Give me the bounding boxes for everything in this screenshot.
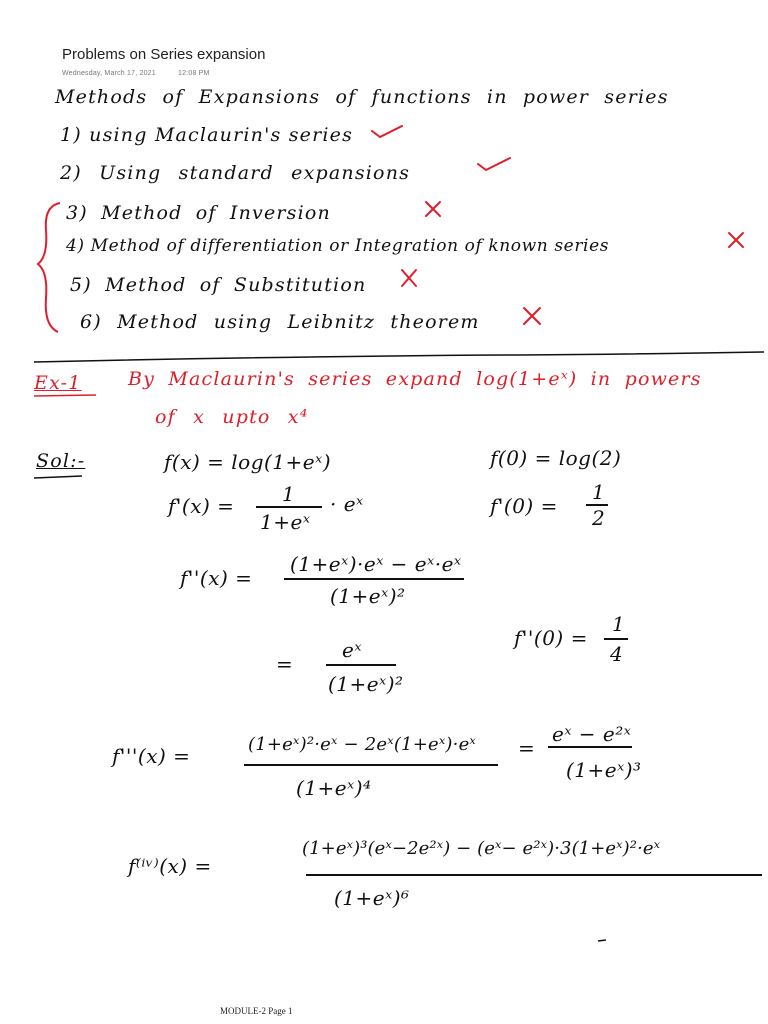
cross-icon	[729, 233, 743, 247]
brace-icon	[38, 203, 60, 332]
eq-f2-den: (1+eˣ)²	[330, 584, 406, 608]
eq-f3-lhs: f'''(x) =	[112, 744, 191, 768]
eq-f2-num: (1+eˣ)·eˣ − eˣ·eˣ	[290, 552, 462, 576]
checkmark-icon	[478, 158, 510, 170]
underline-mark	[34, 395, 96, 396]
cross-icon	[426, 202, 440, 216]
eq-f2-num2: eˣ	[342, 638, 362, 662]
eq-f2-den2: (1+eˣ)²	[328, 672, 404, 696]
eq-f1-0-num: 1	[592, 480, 606, 504]
eq-f4-lhs: f⁽ⁱᵛ⁾(x) =	[128, 854, 212, 878]
stray-mark	[598, 940, 606, 941]
eq-f1-den: 1+eˣ	[260, 510, 311, 534]
eq-f3-den: (1+eˣ)⁴	[296, 776, 372, 800]
methods-heading: Methods of Expansions of functions in power series	[55, 86, 669, 108]
page-title: Problems on Series expansion	[62, 46, 266, 63]
eq-f2-lhs: f''(x) =	[180, 566, 253, 590]
eq-f0: f(0) = log(2)	[490, 446, 622, 470]
page-footer: MODULE-2 Page 1	[220, 1006, 293, 1016]
solution-label: Sol:-	[36, 450, 86, 472]
eq-f2-0: f''(0) =	[514, 626, 588, 650]
example-label: Ex-1	[34, 372, 82, 394]
cross-icon	[402, 270, 416, 286]
eq-f3-den2: (1+eˣ)³	[566, 758, 642, 782]
method-item-5: 5) Method of Substitution	[70, 274, 367, 296]
eq-f4-den: (1+eˣ)⁶	[334, 886, 410, 910]
eq-f4-num: (1+eˣ)³(eˣ−2e²ˣ) − (eˣ− e²ˣ)·3(1+eˣ)²·eˣ	[302, 838, 661, 859]
eq-f1-tail: · eˣ	[330, 492, 364, 516]
checkmark-icon	[372, 126, 402, 137]
eq-f1-num: 1	[282, 482, 296, 506]
eq-f3-num: (1+eˣ)²·eˣ − 2eˣ(1+eˣ)·eˣ	[248, 734, 477, 755]
separator-line	[34, 352, 764, 362]
method-item-1: 1) using Maclaurin's series	[60, 124, 354, 146]
eq-f1-lhs: f'(x) =	[168, 494, 235, 518]
page-date: Wednesday, March 17, 2021	[62, 70, 156, 77]
eq-f3-eq: =	[518, 736, 536, 760]
eq-f: f(x) = log(1+eˣ)	[164, 450, 332, 474]
method-item-6: 6) Method using Leibnitz theorem	[80, 311, 480, 333]
eq-f2-0-num: 1	[612, 612, 626, 636]
eq-f1-0: f'(0) =	[490, 494, 558, 518]
page-time: 12:08 PM	[178, 70, 210, 77]
eq-f2-eq: =	[276, 652, 294, 676]
method-item-2: 2) Using standard expansions	[60, 162, 411, 184]
eq-f1-0-den: 2	[592, 506, 606, 530]
method-item-4: 4) Method of differentiation or Integration of known series	[66, 236, 610, 256]
example-text-line1: By Maclaurin's series expand log(1+eˣ) in powers	[128, 368, 702, 390]
eq-f2-0-den: 4	[610, 642, 624, 666]
method-item-3: 3) Method of Inversion	[66, 202, 331, 224]
example-text-line2: of x upto x⁴	[155, 406, 309, 428]
underline-mark	[34, 476, 82, 478]
cross-icon	[524, 308, 540, 324]
eq-f3-num2: eˣ − e²ˣ	[552, 722, 632, 746]
